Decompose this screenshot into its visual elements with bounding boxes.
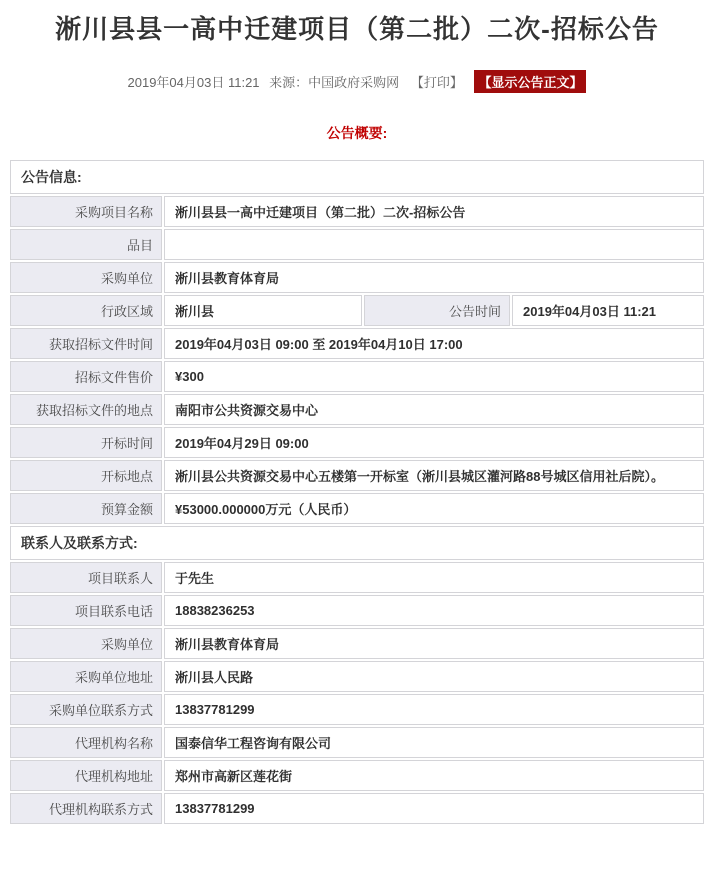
- field-value: 南阳市公共资源交易中心: [164, 394, 704, 425]
- field-label: 开标时间: [10, 427, 162, 458]
- field-value: 郑州市高新区莲花街: [164, 760, 704, 791]
- field-label: 行政区域: [10, 295, 162, 326]
- field-value: 淅川县: [164, 295, 362, 326]
- table-row: [10, 727, 704, 758]
- table-row: [10, 760, 704, 791]
- field-label: 采购单位: [10, 628, 162, 659]
- table-row: [10, 562, 704, 593]
- announcement-table: [8, 158, 706, 826]
- field-value: 淅川县公共资源交易中心五楼第一开标室（淅川县城区灌河路88号城区信用社后院）。: [164, 460, 704, 491]
- field-value: ¥300: [164, 361, 704, 392]
- section-header-row: [10, 526, 704, 560]
- field-value: 13837781299: [164, 793, 704, 824]
- table-row: [10, 394, 704, 425]
- summary-heading: 公告概要:: [326, 124, 388, 141]
- table-row: [10, 361, 704, 392]
- field-label: 代理机构名称: [10, 727, 162, 758]
- source-label: 来源：中国政府采购网: [269, 74, 400, 90]
- table-row: [10, 229, 704, 260]
- show-full-text-button[interactable]: 【显示公告正文】: [474, 70, 586, 93]
- table-row: [10, 694, 704, 725]
- field-value: 淅川县教育体育局: [164, 628, 704, 659]
- field-value: 国泰信华工程咨询有限公司: [164, 727, 704, 758]
- print-button[interactable]: 【打印】: [410, 74, 463, 90]
- field-label: 采购单位地址: [10, 661, 162, 692]
- table-row: [10, 295, 704, 326]
- field-label: 招标文件售价: [10, 361, 162, 392]
- field-value: 淅川县县一高中迁建项目（第二批）二次-招标公告: [164, 196, 704, 227]
- section-heading: 公告信息:: [10, 160, 704, 194]
- field-value: 13837781299: [164, 694, 704, 725]
- table-row: [10, 628, 704, 659]
- field-value: 淅川县人民路: [164, 661, 704, 692]
- field-label: 采购单位联系方式: [10, 694, 162, 725]
- table-row: [10, 262, 704, 293]
- field-value: 于先生: [164, 562, 704, 593]
- field-label: 品目: [10, 229, 162, 260]
- field-value: 2019年04月03日 11:21: [512, 295, 704, 326]
- field-label: 获取招标文件时间: [10, 328, 162, 359]
- table-row: [10, 427, 704, 458]
- announcement-table-body: [10, 160, 704, 824]
- field-label: 开标地点: [10, 460, 162, 491]
- section-heading: 联系人及联系方式:: [10, 526, 704, 560]
- field-value: 2019年04月29日 09:00: [164, 427, 704, 458]
- table-row: [10, 493, 704, 524]
- field-value: 2019年04月03日 09:00 至 2019年04月10日 17:00: [164, 328, 704, 359]
- table-row: [10, 328, 704, 359]
- field-label: 获取招标文件的地点: [10, 394, 162, 425]
- field-label: 公告时间: [364, 295, 510, 326]
- section-header-row: [10, 160, 704, 194]
- field-label: 代理机构联系方式: [10, 793, 162, 824]
- field-label: 项目联系人: [10, 562, 162, 593]
- field-label: 项目联系电话: [10, 595, 162, 626]
- field-value: ¥53000.000000万元（人民币）: [164, 493, 704, 524]
- page-title: 淅川县县一高中迁建项目（第二批）二次-招标公告: [55, 14, 659, 44]
- table-row: [10, 661, 704, 692]
- field-label: 采购单位: [10, 262, 162, 293]
- field-value: 18838236253: [164, 595, 704, 626]
- field-value: [164, 229, 704, 260]
- meta-line: [0, 70, 714, 93]
- field-label: 预算金额: [10, 493, 162, 524]
- table-row: [10, 793, 704, 824]
- table-row: [10, 196, 704, 227]
- table-row: [10, 595, 704, 626]
- field-label: 采购项目名称: [10, 196, 162, 227]
- field-value: 淅川县教育体育局: [164, 262, 704, 293]
- publish-datetime: 2019年04月03日 11:21: [127, 74, 260, 90]
- field-label: 代理机构地址: [10, 760, 162, 791]
- table-row: [10, 460, 704, 491]
